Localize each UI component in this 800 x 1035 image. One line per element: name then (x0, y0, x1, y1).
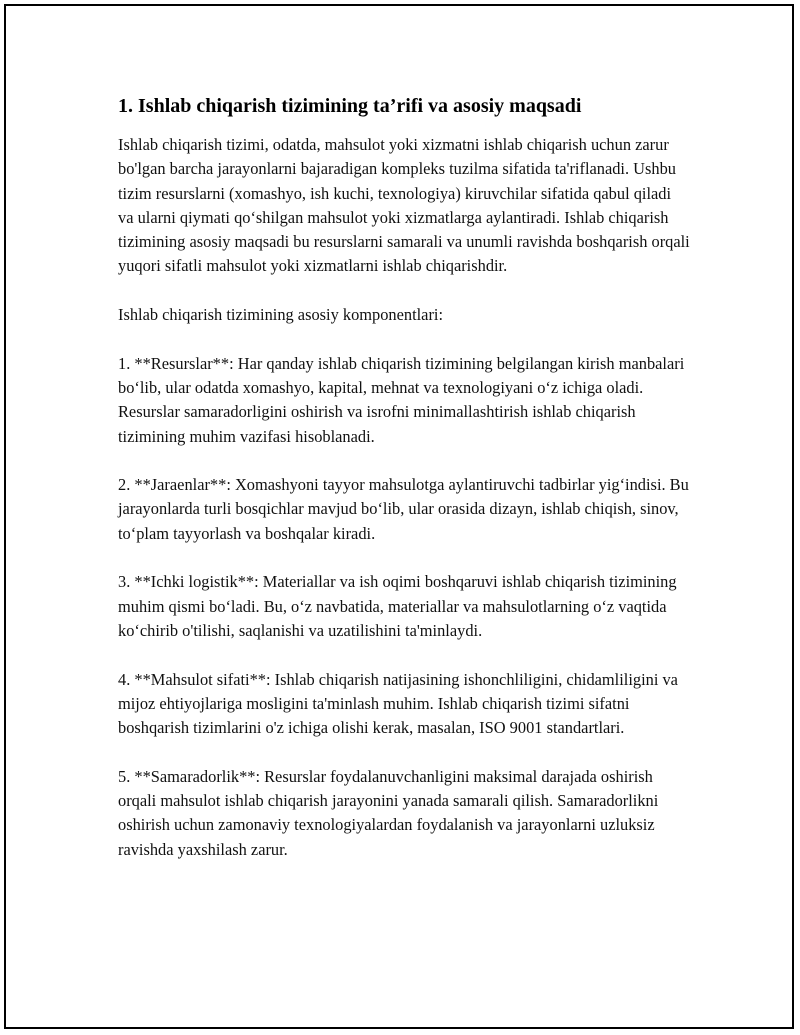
component-resources: 1. **Resurslar**: Har qanday ishlab chiqarish tizimining belgilangan kirish manbalari bo‘lib, ular odatda xomashyo, kapital, mehnat va texnologiyani o‘z ichiga oladi. Resurslar samaradorligini oshirish va isrofni minimallashtirish ishlab chiqarish tizimining muhim vazifasi hisoblanadi. (118, 353, 685, 446)
components-heading: Ishlab chiqarish tizimining asosiy komponentlari: (118, 305, 444, 325)
component-product-quality: 4. **Mahsulot sifati**: Ishlab chiqarish natijasining ishonchliligini, chidamliligini va mijoz ehtiyojlariga mosligini ta'minlash muhim. Ishlab chiqarish tizimi sifatni boshqarish tizimlarini o'z ichiga olishi kerak, masalan, ISO 9001 standartlari. (118, 669, 678, 738)
component-processes: 2. **Jaraenlar**: Xomashyoni tayyor mahsulotga aylantiruvchi tadbirlar yig‘indisi. Bu jarayonlarda turli bosqichlar mavjud bo‘lib, ular orasida dizayn, ishlab chiqish, sinov, to‘plam tayyorlash va boshqalar kiradi. (118, 475, 689, 543)
component-internal-logistics: 3. **Ichki logistik**: Materiallar va ish oqimi boshqaruvi ishlab chiqarish tizimining muhim qismi bo‘ladi. Bu, o‘z navbatida, materiallar va mahsulotlarning o‘z vaqtida ko‘chirib o'tilishi, saqlanishi va uzatilishini ta'minlaydi. (118, 572, 677, 640)
section-title: 1. Ishlab chiqarish tizimining ta’rifi va asosiy maqsadi (118, 95, 582, 117)
intro-paragraph: Ishlab chiqarish tizimi, odatda, mahsulot yoki xizmatni ishlab chiqarish uchun zarur bo'lgan barcha jarayonlarni bajaradigan kompleks tuzilma sifatida ta'riflanadi. Ushbu tizim resurslarni (xomashyo, ish kuchi, texnologiya) kiruvchilar sifatida qabul qiladi va ularni qiymati qo‘shilgan mahsulot yoki xizmatlarga aylantiradi. Ishlab chiqarish tizimining asosiy maqsadi bu resurslarni samarali va unumli ravishda boshqarish orqali yuqori sifatli mahsulot yoki xizmatlarni ishlab chiqarishdir. (118, 135, 690, 276)
component-efficiency: 5. **Samaradorlik**: Resurslar foydalanuvchanligini maksimal darajada oshirish orqali mahsulot ishlab chiqarish jarayonini yanada samarali qilish. Samaradorlikni oshirish uchun zamonaviy texnologiyalardan foydalanish va jarayonlarni uzluksiz ravishda yaxshilash zarur. (118, 766, 659, 859)
document-body (118, 92, 690, 886)
